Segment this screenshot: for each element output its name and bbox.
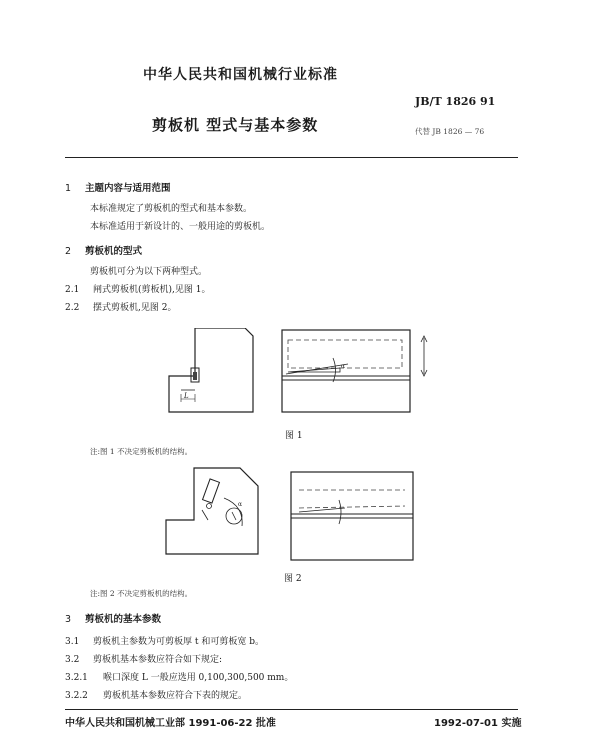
issuing-authority: 中华人民共和国机械行业标准 bbox=[143, 67, 338, 83]
fig2-angle-label: α bbox=[238, 501, 243, 508]
figure-2-side-view bbox=[162, 466, 266, 556]
header-rule bbox=[65, 157, 518, 158]
clause-2-2: 2.2 摆式剪板机,见图 2。 bbox=[65, 303, 177, 313]
figure-2-note: 注:图 2 不决定剪板机的结构。 bbox=[90, 589, 193, 598]
figure-1-caption: 图 1 bbox=[285, 431, 303, 441]
clause-3-2: 3.2 剪板机基本参数应符合如下规定: bbox=[65, 655, 223, 665]
approval-line: 中华人民共和国机械工业部 1991-06-22 批准 bbox=[65, 718, 276, 729]
clause-3-1: 3.1 剪板机主参数为可剪板厚 t 和可剪板宽 b。 bbox=[65, 637, 264, 647]
figure-1-front-view bbox=[278, 328, 438, 416]
figure-2-caption: 图 2 bbox=[284, 574, 302, 584]
document-title: 剪板机 型式与基本参数 bbox=[152, 116, 319, 134]
clause-2-1: 2.1 闸式剪板机(剪板机),见图 1。 bbox=[65, 285, 211, 295]
section-1-paragraph: 本标准规定了剪板机的型式和基本参数。 bbox=[90, 204, 253, 214]
effective-date: 1992-07-01 实施 bbox=[434, 718, 522, 729]
figure-1-side-view bbox=[155, 328, 255, 414]
section-1-heading: 1 主题内容与适用范围 bbox=[65, 183, 171, 194]
figure-2-front-view bbox=[287, 470, 417, 562]
fig1-angle-label: α bbox=[341, 363, 346, 370]
footer-rule bbox=[65, 709, 518, 710]
section-1-paragraph: 本标准适用于新设计的、一般用途的剪板机。 bbox=[90, 222, 271, 232]
section-3-heading: 3 剪板机的基本参数 bbox=[65, 614, 162, 625]
fig1-dim-label: L bbox=[184, 392, 189, 400]
standard-number: JB/T 1826 91 bbox=[415, 95, 496, 108]
clause-3-2-1: 3.2.1 喉口深度 L 一般应选用 0,100,300,500 mm。 bbox=[65, 673, 294, 683]
figure-1-note: 注:图 1 不决定剪板机的结构。 bbox=[90, 447, 193, 456]
section-2-intro: 剪板机可分为以下两种型式。 bbox=[90, 267, 208, 277]
clause-3-2-2: 3.2.2 剪板机基本参数应符合下表的规定。 bbox=[65, 691, 248, 701]
section-2-heading: 2 剪板机的型式 bbox=[65, 246, 143, 257]
replaces-standard: 代替 JB 1826 — 76 bbox=[415, 127, 485, 136]
